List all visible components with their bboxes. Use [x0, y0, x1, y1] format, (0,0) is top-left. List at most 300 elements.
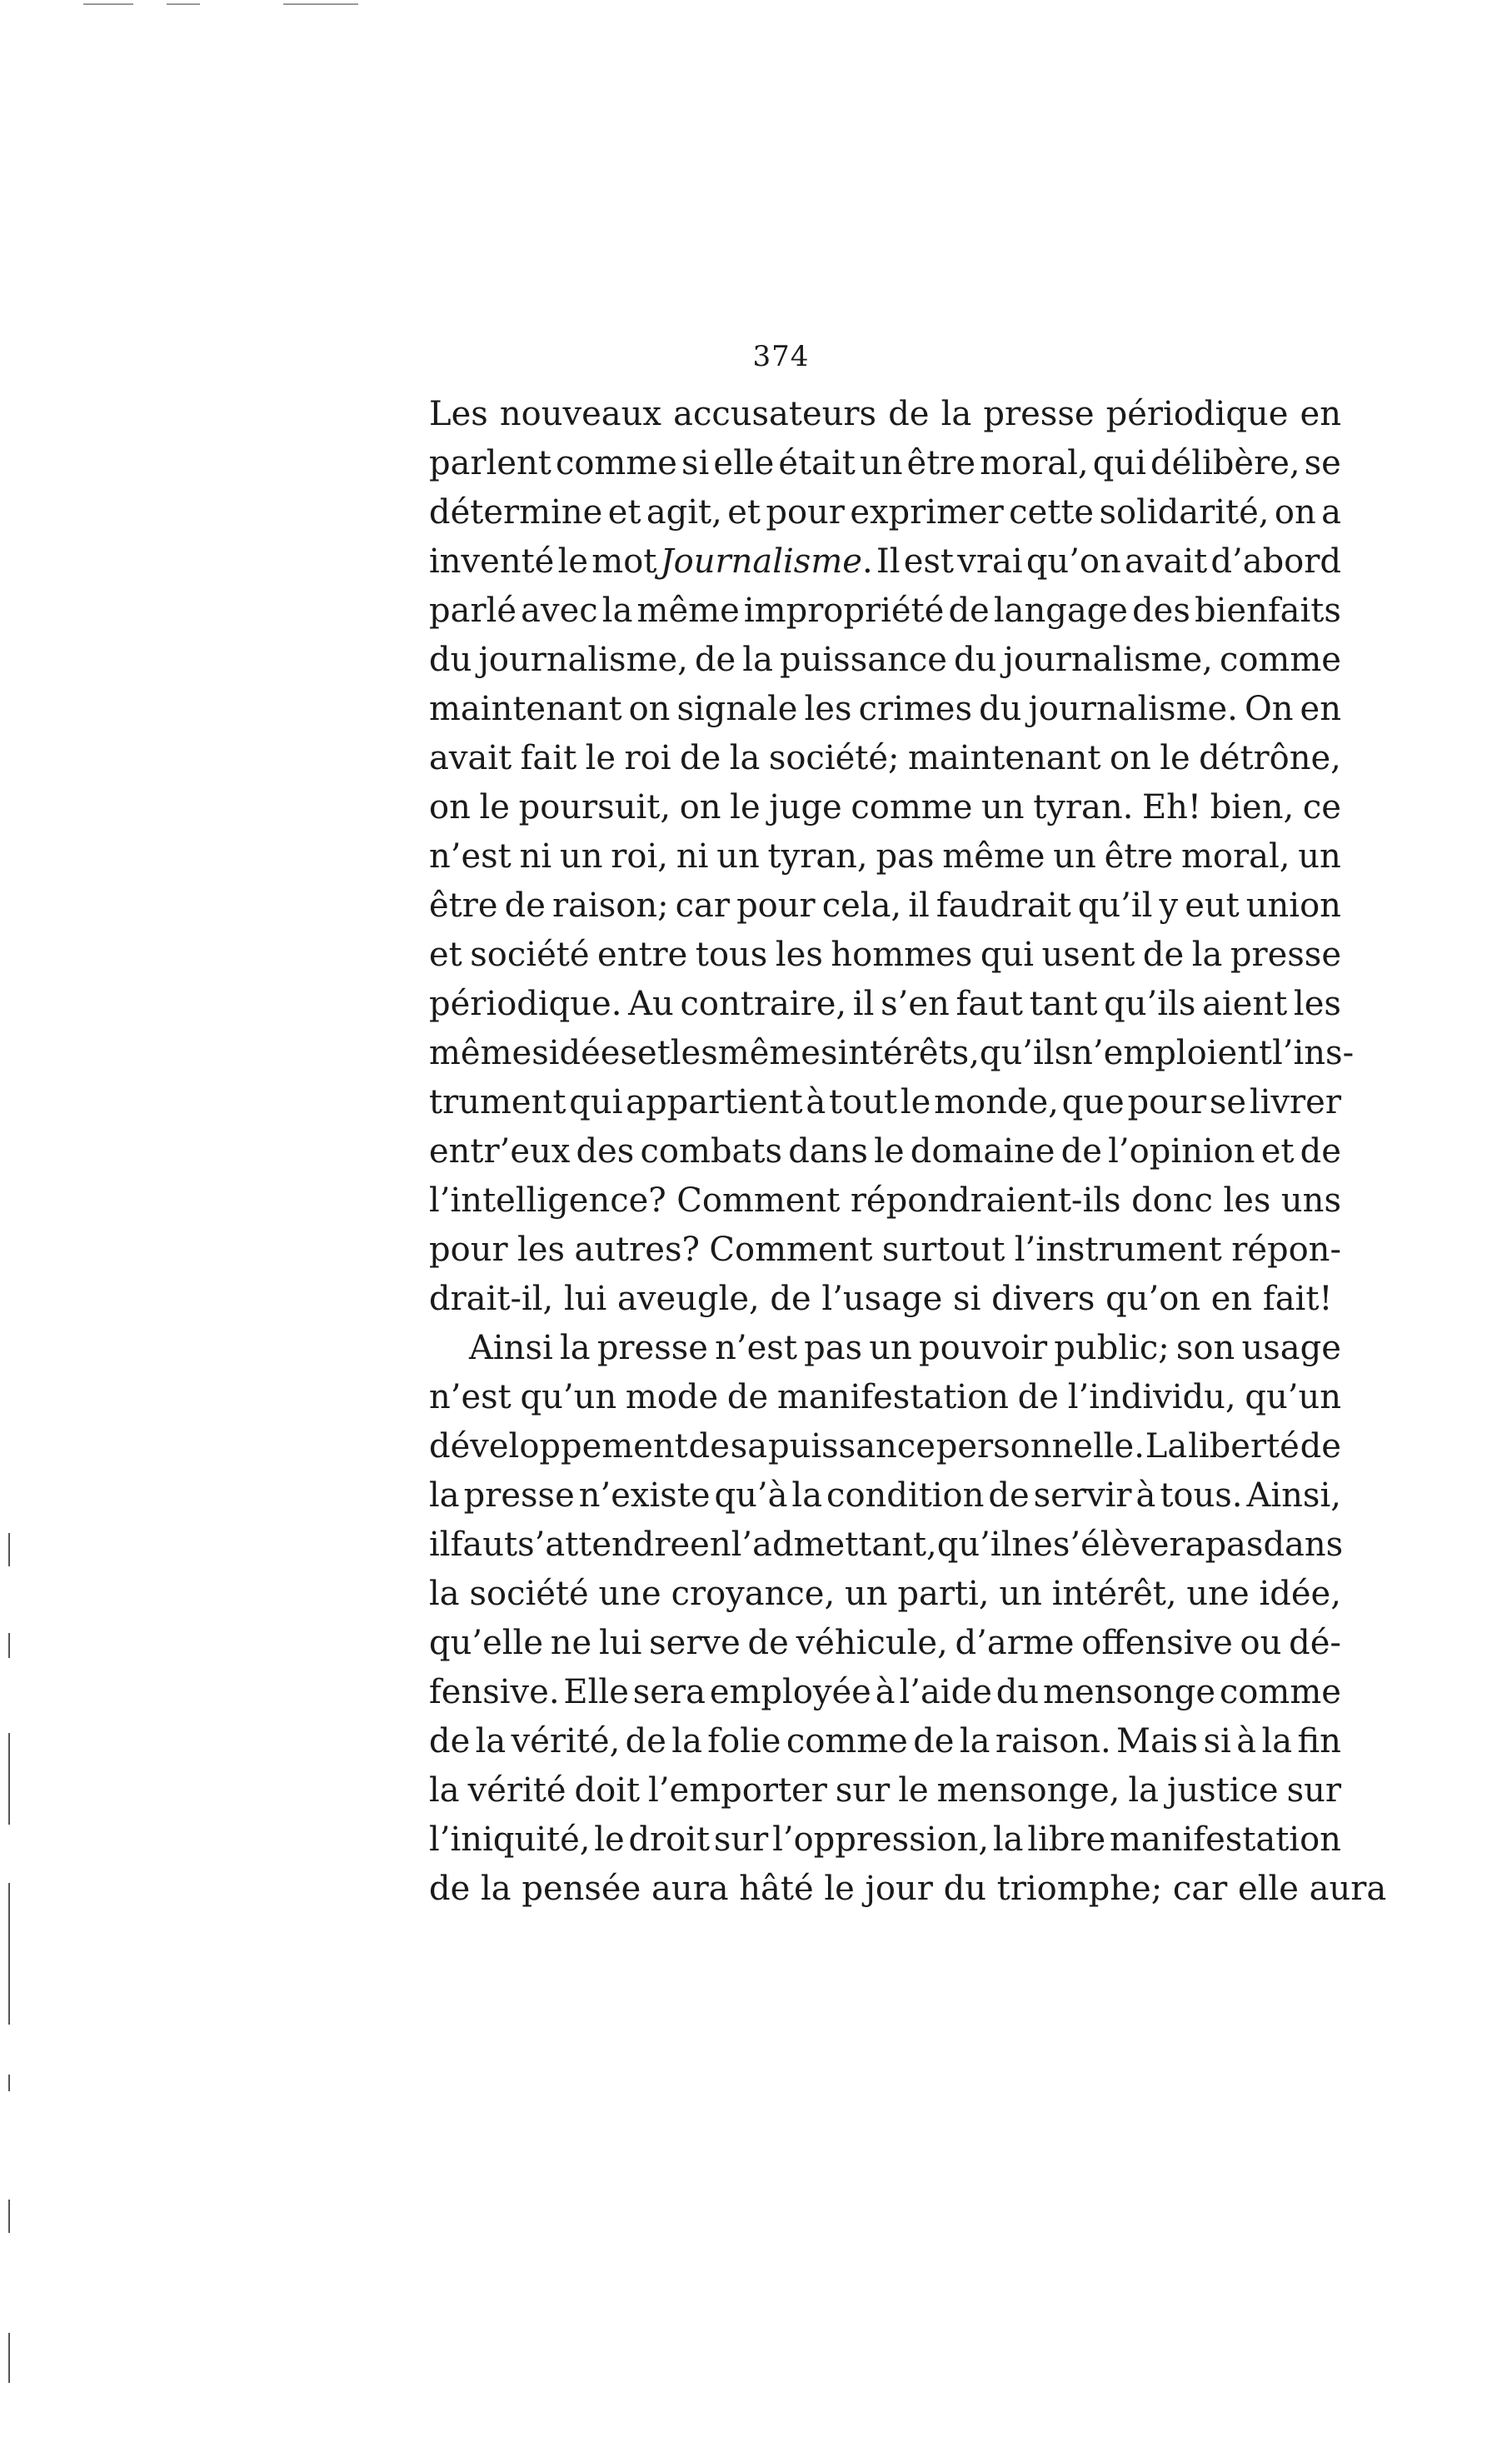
word: du — [996, 1673, 1040, 1711]
word: intérêt, — [1051, 1575, 1177, 1613]
word: il — [908, 886, 930, 925]
word: on — [429, 788, 471, 826]
word: manifestation — [1109, 1820, 1341, 1859]
word: crimes — [858, 690, 973, 728]
text-line — [429, 1029, 1355, 1078]
word: raison; — [551, 886, 669, 925]
word: le — [730, 788, 761, 826]
word: idée, — [1259, 1575, 1341, 1613]
paragraph — [429, 390, 1355, 1324]
text-line — [429, 587, 1341, 636]
word: nouveaux — [499, 395, 661, 433]
word: parlent — [429, 444, 551, 482]
word: le — [898, 1771, 929, 1810]
word: roi — [624, 739, 671, 777]
word: aient — [1202, 985, 1288, 1023]
word: on — [1274, 493, 1316, 532]
word: à — [875, 1673, 896, 1711]
word: le — [1160, 739, 1190, 777]
word: Eh! — [1141, 788, 1202, 826]
word: journalisme, — [478, 641, 688, 679]
word: langage — [993, 592, 1128, 630]
word: qu’ils — [979, 1034, 1072, 1072]
word: mêmes — [717, 1034, 838, 1072]
word: périodique. — [429, 985, 622, 1023]
word: n’est — [429, 837, 511, 876]
word: comme — [555, 444, 677, 482]
word: de — [694, 641, 736, 679]
word: les — [1223, 1181, 1271, 1220]
word: cela, — [821, 886, 902, 925]
word: de — [726, 1378, 769, 1416]
word: offensive — [1081, 1624, 1233, 1662]
word: livrer — [1249, 1083, 1341, 1121]
word: domaine — [910, 1132, 1055, 1171]
word: mot — [591, 542, 657, 581]
word: la — [671, 1722, 702, 1760]
word: pour — [429, 1231, 508, 1269]
word: de — [1017, 1378, 1059, 1416]
text-line — [429, 636, 1341, 685]
word: se — [1209, 1083, 1247, 1121]
word: pour — [766, 493, 845, 532]
word: si — [681, 444, 710, 482]
word: de — [988, 1476, 1030, 1515]
word: des — [1132, 592, 1190, 630]
word: y — [1159, 886, 1179, 925]
word: la — [1261, 1722, 1293, 1760]
word: dans — [788, 1132, 868, 1171]
word: mensonge — [1043, 1673, 1216, 1711]
word: manifestation — [776, 1378, 1009, 1416]
word: Ainsi — [469, 1329, 553, 1367]
word: poursuit, — [518, 788, 671, 826]
word: tous. — [1160, 1476, 1243, 1515]
scan-artifact-rule — [283, 3, 358, 5]
word: de — [688, 1427, 730, 1466]
word: de — [1300, 1427, 1341, 1466]
word: mode — [625, 1378, 719, 1416]
word: sur — [835, 1771, 891, 1810]
word: qu’il — [1077, 886, 1153, 925]
word: doit — [574, 1771, 641, 1810]
word: périodique — [1105, 395, 1289, 433]
word: condition — [826, 1476, 985, 1515]
word: tout — [829, 1083, 898, 1121]
word: un — [981, 788, 1025, 826]
word: et — [1260, 1132, 1295, 1171]
word: une — [598, 1575, 661, 1613]
word: et — [637, 1034, 671, 1072]
word: de — [1060, 1132, 1102, 1171]
word: en — [1300, 395, 1341, 433]
word: n’emploient — [1071, 1034, 1272, 1072]
word: l’iniquité, — [429, 1820, 591, 1859]
word: la — [992, 1820, 1024, 1859]
word: hommes — [831, 936, 973, 974]
text-line — [429, 1422, 1341, 1471]
word: dé- — [1289, 1624, 1341, 1662]
word: exprimer — [850, 493, 1004, 532]
word: pour — [736, 886, 816, 925]
word: ce — [1302, 788, 1341, 826]
text-line — [429, 439, 1341, 488]
text-line — [429, 1619, 1341, 1668]
word: s’attendre — [517, 1526, 691, 1564]
word: la — [742, 641, 773, 679]
word: l’intelligence? — [429, 1181, 666, 1220]
word: la — [559, 1329, 591, 1367]
word: société; — [768, 739, 900, 777]
word: l’emporter — [648, 1771, 827, 1810]
text-line — [429, 1717, 1341, 1766]
word: était — [778, 444, 856, 482]
word: la — [429, 1476, 460, 1515]
word: la — [791, 1476, 823, 1515]
word: ne — [550, 1624, 592, 1662]
word: et — [429, 936, 462, 974]
word: les — [775, 936, 823, 974]
word: qui — [980, 936, 1035, 974]
word: que — [1061, 1083, 1125, 1121]
word: combats — [640, 1132, 782, 1171]
word: qu’on — [1025, 542, 1121, 581]
word: faut — [450, 1526, 518, 1564]
word: être — [429, 886, 498, 925]
word: la — [475, 1722, 506, 1760]
word: vérité, — [511, 1722, 621, 1760]
word: bien, — [1210, 788, 1295, 826]
word: une — [1186, 1575, 1250, 1613]
word: qu’ils — [1104, 985, 1196, 1023]
word: de — [1300, 1132, 1341, 1171]
word: mensonge, — [936, 1771, 1120, 1810]
word: on — [628, 690, 671, 728]
word: comme — [1219, 1673, 1341, 1711]
paragraph — [429, 1324, 1387, 1914]
word: et — [607, 493, 641, 532]
word: délibère, — [1150, 444, 1300, 482]
text-line — [429, 1471, 1341, 1521]
word: un — [999, 1575, 1042, 1613]
word: Journalisme. — [660, 542, 873, 581]
word: de — [913, 1722, 955, 1760]
word: la — [941, 395, 972, 433]
text-line — [429, 1373, 1341, 1422]
text-line — [429, 1521, 1344, 1570]
word: La — [1145, 1427, 1188, 1466]
word: solidarité, — [1099, 493, 1270, 532]
word: un — [845, 1575, 888, 1613]
word: personnelle. — [936, 1427, 1145, 1466]
word: le — [900, 1083, 931, 1121]
word: se — [1304, 444, 1341, 482]
word: parti, — [897, 1575, 990, 1613]
word: pouvoir — [919, 1329, 1048, 1367]
word: servir — [1033, 1476, 1132, 1515]
word: l’oppression, — [772, 1820, 990, 1859]
word: usent — [1041, 936, 1135, 974]
word: fin — [1297, 1722, 1341, 1760]
page-number: 374 — [752, 340, 810, 373]
word: de — [948, 592, 990, 630]
word: Les — [429, 395, 488, 433]
word: eut — [1185, 886, 1240, 925]
word: détermine — [429, 493, 603, 532]
word: surtout — [881, 1231, 1006, 1269]
word: presse — [1230, 936, 1341, 974]
word: droit — [628, 1820, 711, 1859]
word: libre — [1027, 1820, 1106, 1859]
word: inventé — [429, 542, 555, 581]
word: les — [1293, 985, 1341, 1023]
text-line — [429, 980, 1341, 1029]
word: comme — [1219, 641, 1341, 679]
word: Comment — [709, 1231, 873, 1269]
word: en — [1300, 690, 1341, 728]
word: public; — [1054, 1329, 1170, 1367]
word: en — [690, 1526, 731, 1564]
word: de — [429, 1722, 471, 1760]
word: répon- — [1231, 1231, 1341, 1269]
word: uns — [1280, 1181, 1341, 1220]
word: la — [601, 592, 633, 630]
word: tyran, — [767, 837, 868, 876]
word: puissance — [767, 1427, 936, 1466]
word: du — [429, 641, 472, 679]
word: justice — [1166, 1771, 1279, 1810]
word: de — [888, 395, 930, 433]
word: sur — [1286, 1771, 1341, 1810]
word: l’opinion — [1108, 1132, 1255, 1171]
word: n’est — [429, 1378, 511, 1416]
word: serve — [649, 1624, 741, 1662]
word: faudrait — [936, 886, 1071, 925]
word: n’existe — [578, 1476, 711, 1515]
word: tyran. — [1033, 788, 1134, 826]
word: la — [429, 1575, 460, 1613]
word: l’aide — [899, 1673, 992, 1711]
word: société — [469, 1575, 589, 1613]
word: Comment — [676, 1181, 841, 1220]
word: entr’eux — [429, 1132, 571, 1171]
word: la — [1128, 1771, 1159, 1810]
word: croyance, — [671, 1575, 836, 1613]
word: impropriété — [743, 592, 945, 630]
text-line — [429, 685, 1341, 734]
word: pas — [1205, 1526, 1264, 1564]
word: tous — [695, 936, 768, 974]
word: ou — [1240, 1624, 1282, 1662]
word: dans — [1263, 1526, 1344, 1564]
word: monde, — [934, 1083, 1059, 1121]
word: qui — [569, 1083, 623, 1121]
word: liberté — [1188, 1427, 1300, 1466]
word: folie — [707, 1722, 781, 1760]
scan-artifact-rule — [83, 3, 133, 5]
word: son — [1175, 1329, 1235, 1367]
word: Ainsi, — [1246, 1476, 1341, 1515]
word: qu’un — [520, 1378, 617, 1416]
text-line — [429, 734, 1341, 783]
text-line — [429, 488, 1341, 537]
word: qui — [1092, 444, 1146, 482]
word: développement — [429, 1427, 688, 1466]
word: des — [576, 1132, 635, 1171]
word: presse — [596, 1329, 708, 1367]
text-line — [429, 931, 1341, 980]
word: le — [594, 1820, 625, 1859]
word: les — [670, 1034, 718, 1072]
word: Au — [628, 985, 674, 1023]
word: un — [1298, 837, 1341, 876]
word: même — [942, 837, 1045, 876]
word: être — [906, 444, 976, 482]
word: journalisme. — [1028, 690, 1238, 728]
word: du — [954, 641, 997, 679]
word: pas — [876, 837, 935, 876]
word: intérêts, — [837, 1034, 980, 1072]
word: d’abord — [1210, 542, 1341, 581]
word: si — [1203, 1722, 1231, 1760]
word: d’arme — [955, 1624, 1075, 1662]
word: s’élèvera — [1052, 1526, 1205, 1564]
word: ne — [1011, 1526, 1053, 1564]
word: l’individu, — [1067, 1378, 1236, 1416]
word: idées — [548, 1034, 638, 1072]
word: pas — [804, 1329, 863, 1367]
word: Elle — [563, 1673, 629, 1711]
word: un — [859, 444, 903, 482]
word: on — [679, 788, 721, 826]
word: le — [585, 739, 616, 777]
word: de — [625, 1722, 666, 1760]
word: n’est — [715, 1329, 797, 1367]
word: le — [479, 788, 510, 826]
word: ni — [676, 837, 709, 876]
word: raison. — [995, 1722, 1111, 1760]
word: avait — [1125, 542, 1208, 581]
word: maintenant — [907, 739, 1101, 777]
word: fensive. — [429, 1673, 560, 1711]
word: moral, — [980, 444, 1089, 482]
word: l’instrument — [1014, 1231, 1222, 1269]
scan-artifact-rule — [167, 3, 200, 5]
word: et — [727, 493, 761, 532]
text-line — [429, 832, 1341, 881]
word: de — [747, 1624, 789, 1662]
word: pour — [1127, 1083, 1207, 1121]
word: il — [852, 985, 875, 1023]
word: avait — [429, 739, 512, 777]
text-line — [429, 881, 1341, 931]
word: car — [675, 886, 730, 925]
text-line — [429, 1668, 1341, 1717]
word: elle — [713, 444, 775, 482]
word: accusateurs — [673, 395, 877, 433]
word: On — [1244, 690, 1294, 728]
word: le — [557, 542, 589, 581]
word: la — [959, 1722, 991, 1760]
word: usage — [1241, 1329, 1341, 1367]
word: véhicule, — [796, 1624, 948, 1662]
word: presse — [983, 395, 1095, 433]
word: à — [806, 1083, 826, 1121]
word: répondraient-ils — [850, 1181, 1121, 1220]
word: le — [874, 1132, 905, 1171]
word: société — [470, 936, 590, 974]
word: sa — [730, 1427, 768, 1466]
text-line — [429, 537, 1341, 587]
word: un — [869, 1329, 912, 1367]
word: de — [679, 739, 721, 777]
word: les — [517, 1231, 566, 1269]
word: est — [903, 542, 954, 581]
word: la — [429, 1771, 460, 1810]
word: agit, — [646, 493, 722, 532]
word: donc — [1131, 1181, 1213, 1220]
word: un — [716, 837, 760, 876]
word: a — [1321, 493, 1341, 532]
word: Il — [876, 542, 901, 581]
word: fait — [520, 739, 577, 777]
word: vérité — [467, 1771, 566, 1810]
word: autres? — [574, 1231, 700, 1269]
word: juge — [769, 788, 842, 826]
word: Mais — [1116, 1722, 1199, 1760]
word: du — [979, 690, 1022, 728]
word: trument — [429, 1083, 566, 1121]
word: comme — [851, 788, 973, 826]
word: mêmes — [429, 1034, 549, 1072]
word: puissance — [780, 641, 947, 679]
word: vrai — [957, 542, 1023, 581]
word: bienfaits — [1195, 592, 1341, 630]
text-line — [429, 783, 1341, 832]
word: on — [1109, 739, 1151, 777]
word: roi, — [611, 837, 668, 876]
text-line: drait-il, lui aveugle, de l’usage si divers qu’on en fait! — [429, 1280, 1333, 1318]
scan-artifact-marks — [8, 1533, 12, 2383]
word: qu’elle — [429, 1624, 544, 1662]
word: s’en — [881, 985, 950, 1023]
body-text — [429, 390, 1387, 1914]
word: maintenant — [429, 690, 622, 728]
word: cette — [1009, 493, 1095, 532]
text-line: de la pensée aura hâté le jour du triomphe; car elle aura — [429, 1870, 1387, 1908]
word: être — [1104, 837, 1174, 876]
text-line — [429, 1570, 1341, 1619]
text-line — [429, 1078, 1341, 1127]
word: appartient — [626, 1083, 803, 1121]
text-line — [429, 1766, 1341, 1815]
word: parlé — [429, 592, 517, 630]
text-line — [429, 1226, 1341, 1275]
word: qu’à — [714, 1476, 788, 1515]
word: détrône, — [1199, 739, 1341, 777]
word: comme — [786, 1722, 908, 1760]
word: un — [559, 837, 603, 876]
text-line — [429, 1127, 1341, 1176]
word: sur — [713, 1820, 769, 1859]
word: sera — [632, 1673, 706, 1711]
word: un — [1053, 837, 1096, 876]
word: même — [636, 592, 740, 630]
word: l’admettant, — [731, 1526, 937, 1564]
word: employée — [709, 1673, 871, 1711]
text-line — [429, 390, 1341, 439]
word: moral, — [1180, 837, 1290, 876]
